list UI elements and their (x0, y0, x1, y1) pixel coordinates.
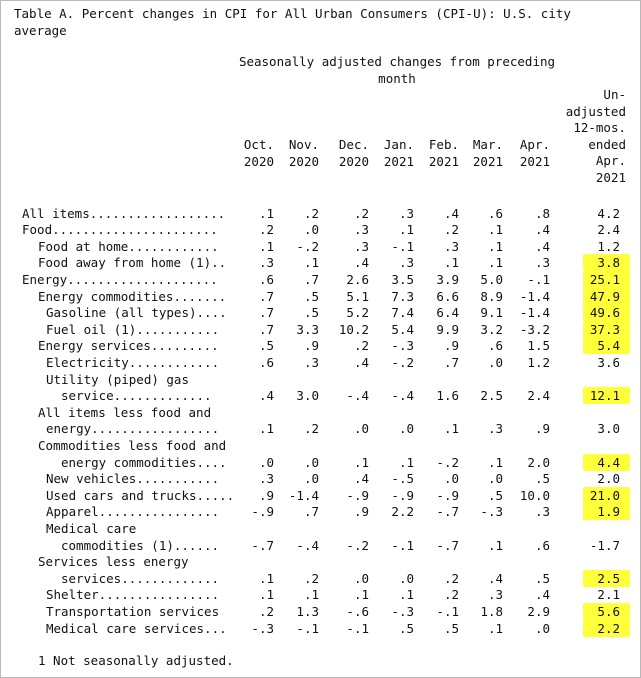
monthly-change-cell: .0 (487, 471, 503, 487)
row-label: service............. (61, 388, 212, 404)
monthly-change-cell: .8 (534, 205, 550, 221)
monthly-change-cell: .1 (303, 587, 319, 603)
monthly-change-cell: .6 (534, 537, 550, 553)
footnote: 1 Not seasonally adjusted. (38, 653, 234, 668)
monthly-change-cell: .1 (353, 587, 369, 603)
monthly-change-cell: 5.0 (480, 271, 503, 287)
monthly-change-cell: .0 (443, 471, 459, 487)
monthly-change-cell: 2.4 (527, 388, 550, 404)
row-label: Food...................... (22, 222, 218, 238)
monthly-change-cell: -1.4 (519, 288, 550, 304)
table-row (0, 587, 641, 604)
monthly-change-cell: .4 (353, 255, 369, 271)
row-label: Electricity............ (46, 354, 220, 370)
monthly-change-cell: .5 (534, 471, 550, 487)
row-label: commodities (1)...... (61, 537, 220, 553)
monthly-change-cell: -.1 (391, 238, 414, 254)
monthly-change-cell: .1 (443, 255, 459, 271)
row-label: Energy commodities....... (38, 288, 227, 304)
monthly-change-cell: 1.6 (436, 388, 459, 404)
monthly-change-cell: .0 (303, 471, 319, 487)
column-header-month: Jan. (383, 137, 414, 152)
table-row (0, 521, 641, 538)
monthly-change-cell: .1 (443, 421, 459, 437)
monthly-change-cell: 5.4 (391, 321, 414, 337)
table-title: Table A. Percent changes in CPI for All Urban Consumers (CPI-U): U.S. city average (14, 6, 579, 38)
monthly-change-cell: -.7 (251, 537, 274, 553)
monthly-change-cell: 1.5 (527, 338, 550, 354)
column-header-month: Nov. (288, 137, 319, 152)
monthly-change-cell: 5.2 (346, 305, 369, 321)
monthly-change-cell: .5 (258, 338, 274, 354)
annual-change-cell: 49.6 (589, 305, 620, 321)
monthly-change-cell: -.7 (436, 504, 459, 520)
table-row (0, 305, 641, 322)
column-header-year: 2021 (472, 153, 503, 169)
monthly-change-cell: -.4 (391, 388, 414, 404)
monthly-change-cell: .2 (443, 570, 459, 586)
table-row (0, 405, 641, 422)
monthly-change-cell: .6 (487, 338, 503, 354)
annual-change-cell: 47.9 (589, 288, 620, 304)
monthly-change-cell: -1.4 (519, 305, 550, 321)
annual-change-cell: 2.5 (597, 570, 620, 586)
monthly-change-cell: 6.4 (436, 305, 459, 321)
table-row (0, 388, 641, 405)
unadjusted-header-line: 2021 (595, 169, 626, 185)
annual-change-cell: 25.1 (589, 271, 620, 287)
table-row (0, 421, 641, 438)
monthly-change-cell: .5 (398, 620, 414, 636)
column-header-month: Mar. (472, 137, 503, 152)
monthly-change-cell: 3.9 (436, 271, 459, 287)
annual-change-cell: 3.0 (597, 421, 620, 437)
annual-change-cell: 2.0 (597, 471, 620, 487)
monthly-change-cell: .7 (303, 271, 319, 287)
seasonal-header: Seasonally adjusted changes from preceding month (238, 54, 563, 86)
unadjusted-header-line: Un- (603, 87, 626, 102)
row-label: All items less food and (38, 404, 212, 420)
row-label: Energy.................... (22, 271, 218, 287)
monthly-change-cell: .1 (487, 620, 503, 636)
monthly-change-cell: .1 (258, 570, 274, 586)
table-row (0, 538, 641, 555)
monthly-change-cell: .5 (443, 620, 459, 636)
monthly-change-cell: .0 (258, 454, 274, 470)
monthly-change-cell: .0 (303, 454, 319, 470)
table-row (0, 355, 641, 372)
monthly-change-cell: .3 (534, 504, 550, 520)
monthly-change-cell: .1 (487, 255, 503, 271)
annual-change-cell: 1.9 (597, 504, 620, 520)
annual-change-cell: 12.1 (589, 388, 620, 404)
row-label: Food at home............ (38, 238, 219, 254)
monthly-change-cell: .4 (487, 570, 503, 586)
monthly-change-cell: .6 (258, 354, 274, 370)
table-row (0, 504, 641, 521)
monthly-change-cell: .4 (534, 222, 550, 238)
monthly-change-cell: .2 (258, 603, 274, 619)
monthly-change-cell: .5 (534, 570, 550, 586)
row-label: Commodities less food and (38, 437, 227, 453)
monthly-change-cell: .1 (398, 454, 414, 470)
monthly-change-cell: .7 (443, 354, 459, 370)
monthly-change-cell: .1 (303, 255, 319, 271)
row-label: Food away from home (1).. (38, 255, 227, 271)
monthly-change-cell: -.2 (436, 454, 459, 470)
row-label: Services less energy (38, 554, 189, 570)
monthly-change-cell: -.1 (346, 620, 369, 636)
unadjusted-header-line: ended (588, 136, 626, 152)
column-header-year: 2021 (383, 153, 414, 169)
annual-change-cell: 1.2 (597, 238, 620, 254)
row-label: All items.................. (22, 205, 226, 221)
monthly-change-cell: .3 (353, 222, 369, 238)
column-header-year: 2020 (243, 153, 274, 169)
monthly-change-cell: .7 (258, 288, 274, 304)
monthly-change-cell: .2 (443, 587, 459, 603)
column-header-year: 2020 (288, 153, 319, 169)
row-label: energy commodities.... (61, 454, 227, 470)
monthly-change-cell: -.1 (296, 620, 319, 636)
table-row (0, 289, 641, 306)
column-header-year: 2020 (338, 153, 369, 169)
monthly-change-cell: .6 (487, 205, 503, 221)
table-row (0, 338, 641, 355)
monthly-change-cell: .4 (443, 205, 459, 221)
table-row (0, 255, 641, 272)
annual-change-cell: 4.2 (597, 205, 620, 221)
monthly-change-cell: -.3 (251, 620, 274, 636)
annual-change-cell: 3.6 (597, 354, 620, 370)
monthly-change-cell: .2 (303, 205, 319, 221)
monthly-change-cell: .3 (258, 255, 274, 271)
monthly-change-cell: .2 (258, 222, 274, 238)
annual-change-cell: 5.6 (597, 603, 620, 619)
annual-change-cell: 2.4 (597, 222, 620, 238)
monthly-change-cell: 1.8 (480, 603, 503, 619)
column-header-month: Oct. (243, 137, 274, 152)
monthly-change-cell: -3.2 (519, 321, 550, 337)
annual-change-cell: 2.1 (597, 587, 620, 603)
monthly-change-cell: 2.5 (480, 388, 503, 404)
row-label: Transportation services (46, 603, 220, 619)
monthly-change-cell: .1 (258, 587, 274, 603)
column-header-year: 2021 (428, 153, 459, 169)
monthly-change-cell: -.3 (391, 338, 414, 354)
monthly-change-cell: .1 (398, 222, 414, 238)
table-row (0, 471, 641, 488)
table-row (0, 571, 641, 588)
monthly-change-cell: .9 (258, 487, 274, 503)
monthly-change-cell: 3.3 (296, 321, 319, 337)
monthly-change-cell: .3 (353, 238, 369, 254)
monthly-change-cell: .2 (353, 338, 369, 354)
monthly-change-cell: 2.6 (346, 271, 369, 287)
monthly-change-cell: .1 (398, 587, 414, 603)
column-header-month: Apr. (519, 137, 550, 152)
row-label: New vehicles........... (46, 471, 220, 487)
row-label: Utility (piped) gas (46, 371, 189, 387)
monthly-change-cell: 3.2 (480, 321, 503, 337)
monthly-change-cell: -.9 (346, 487, 369, 503)
monthly-change-cell: .4 (353, 471, 369, 487)
monthly-change-cell: 6.6 (436, 288, 459, 304)
annual-change-cell: 21.0 (589, 487, 620, 503)
monthly-change-cell: -.1 (391, 537, 414, 553)
monthly-change-cell: .7 (258, 305, 274, 321)
monthly-change-cell: .0 (487, 354, 503, 370)
monthly-change-cell: .3 (487, 421, 503, 437)
monthly-change-cell: .0 (398, 421, 414, 437)
monthly-change-cell: 2.0 (527, 454, 550, 470)
monthly-change-cell: -.5 (391, 471, 414, 487)
monthly-change-cell: -.4 (296, 537, 319, 553)
column-header-month: Feb. (428, 137, 459, 152)
monthly-change-cell: .0 (398, 570, 414, 586)
monthly-change-cell: 3.5 (391, 271, 414, 287)
table-row (0, 222, 641, 239)
monthly-change-cell: 7.4 (391, 305, 414, 321)
monthly-change-cell: -.9 (436, 487, 459, 503)
row-label: services............. (61, 570, 220, 586)
monthly-change-cell: -.1 (436, 603, 459, 619)
monthly-change-cell: 8.9 (480, 288, 503, 304)
monthly-change-cell: -.2 (391, 354, 414, 370)
monthly-change-cell: .3 (398, 255, 414, 271)
annual-change-cell: 4.4 (597, 454, 620, 470)
monthly-change-cell: .9 (443, 338, 459, 354)
monthly-change-cell: .3 (443, 238, 459, 254)
annual-change-cell: 3.8 (597, 255, 620, 271)
row-label: Energy services......... (38, 338, 219, 354)
monthly-change-cell: .7 (303, 504, 319, 520)
annual-change-cell: 37.3 (589, 321, 620, 337)
monthly-change-cell: -.2 (296, 238, 319, 254)
monthly-change-cell: .1 (487, 537, 503, 553)
table-row (0, 372, 641, 389)
row-label: Used cars and trucks..... (46, 487, 235, 503)
row-label: Gasoline (all types).... (46, 305, 227, 321)
table-row (0, 239, 641, 256)
monthly-change-cell: .3 (534, 255, 550, 271)
monthly-change-cell: 1.3 (296, 603, 319, 619)
monthly-change-cell: -.3 (480, 504, 503, 520)
monthly-change-cell: -.2 (346, 537, 369, 553)
row-label: Medical care (46, 520, 137, 536)
table-row (0, 604, 641, 621)
monthly-change-cell: .3 (487, 587, 503, 603)
monthly-change-cell: 7.3 (391, 288, 414, 304)
monthly-change-cell: 2.9 (527, 603, 550, 619)
monthly-change-cell: .2 (353, 205, 369, 221)
monthly-change-cell: -.6 (346, 603, 369, 619)
monthly-change-cell: 3.0 (296, 388, 319, 404)
annual-change-cell: 2.2 (597, 620, 620, 636)
table-row (0, 272, 641, 289)
table-row (0, 322, 641, 339)
row-label: Fuel oil (1)........... (46, 321, 220, 337)
monthly-change-cell: .5 (303, 288, 319, 304)
monthly-change-cell: 5.1 (346, 288, 369, 304)
monthly-change-cell: .4 (353, 354, 369, 370)
monthly-change-cell: .9 (303, 338, 319, 354)
row-label: Medical care services... (46, 620, 227, 636)
monthly-change-cell: .1 (487, 222, 503, 238)
monthly-change-cell: .3 (398, 205, 414, 221)
monthly-change-cell: .2 (443, 222, 459, 238)
monthly-change-cell: .4 (534, 587, 550, 603)
row-label: Apparel................ (46, 504, 220, 520)
monthly-change-cell: 9.9 (436, 321, 459, 337)
monthly-change-cell: -.3 (391, 603, 414, 619)
monthly-change-cell: .2 (303, 570, 319, 586)
monthly-change-cell: -.4 (346, 388, 369, 404)
table-row (0, 206, 641, 223)
table-row (0, 455, 641, 472)
monthly-change-cell: .1 (487, 454, 503, 470)
monthly-change-cell: .0 (303, 222, 319, 238)
monthly-change-cell: .6 (258, 271, 274, 287)
table-row (0, 554, 641, 571)
monthly-change-cell: 2.2 (391, 504, 414, 520)
monthly-change-cell: .4 (258, 388, 274, 404)
monthly-change-cell: .3 (303, 354, 319, 370)
monthly-change-cell: .7 (258, 321, 274, 337)
monthly-change-cell: -.7 (436, 537, 459, 553)
monthly-change-cell: .4 (534, 238, 550, 254)
monthly-change-cell: -.9 (391, 487, 414, 503)
monthly-change-cell: 10.2 (338, 321, 369, 337)
monthly-change-cell: .0 (534, 620, 550, 636)
monthly-change-cell: .5 (303, 305, 319, 321)
monthly-change-cell: .9 (353, 504, 369, 520)
monthly-change-cell: .0 (353, 570, 369, 586)
unadjusted-header-line: Apr. (595, 153, 626, 169)
monthly-change-cell: 10.0 (519, 487, 550, 503)
monthly-change-cell: .1 (258, 421, 274, 437)
monthly-change-cell: 1.2 (527, 354, 550, 370)
monthly-change-cell: .1 (258, 238, 274, 254)
annual-change-cell: -1.7 (589, 537, 620, 553)
table-row (0, 621, 641, 638)
row-label: Shelter................ (46, 587, 220, 603)
monthly-change-cell: 9.1 (480, 305, 503, 321)
monthly-change-cell: .1 (487, 238, 503, 254)
monthly-change-cell: -1.4 (288, 487, 319, 503)
monthly-change-cell: .9 (534, 421, 550, 437)
monthly-change-cell: -.9 (251, 504, 274, 520)
column-header-year: 2021 (519, 153, 550, 169)
column-header-month: Dec. (338, 137, 369, 152)
monthly-change-cell: .2 (303, 421, 319, 437)
table-row (0, 488, 641, 505)
monthly-change-cell: .0 (353, 421, 369, 437)
row-label: energy................. (46, 421, 220, 437)
monthly-change-cell: -.1 (527, 271, 550, 287)
monthly-change-cell: .3 (258, 471, 274, 487)
annual-change-cell: 5.4 (597, 338, 620, 354)
unadjusted-header-line: 12-mos. (573, 120, 626, 136)
monthly-change-cell: .1 (258, 205, 274, 221)
unadjusted-header-line: adjusted (565, 103, 626, 119)
unadjusted-header (556, 87, 626, 187)
monthly-change-cell: .5 (487, 487, 503, 503)
table-row (0, 438, 641, 455)
monthly-change-cell: .1 (353, 454, 369, 470)
